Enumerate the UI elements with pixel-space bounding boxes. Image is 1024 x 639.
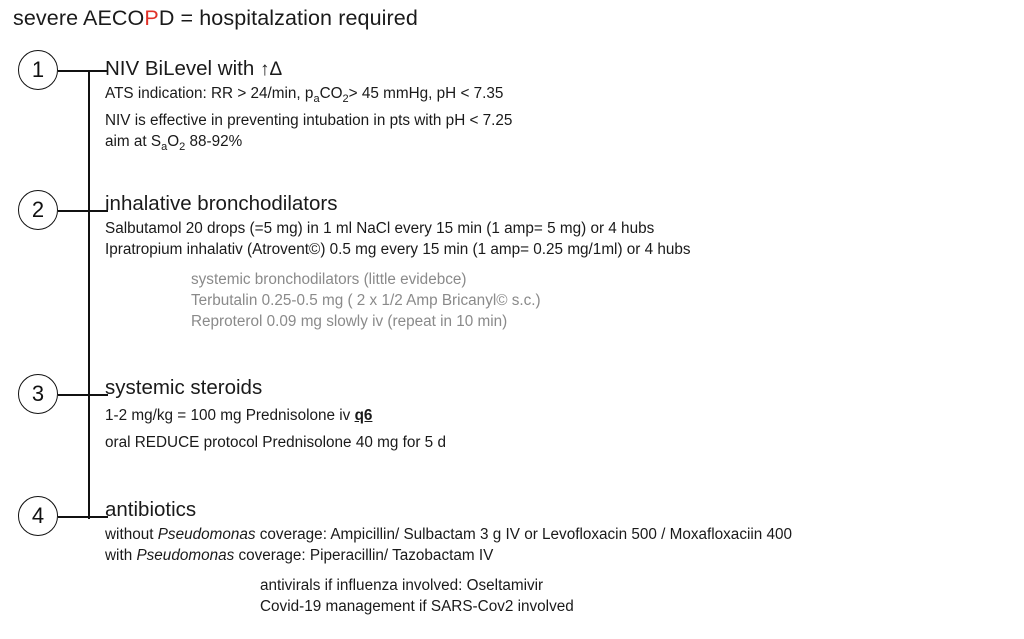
step-subnote-group-2 (191, 269, 691, 332)
step-connector-2 (58, 210, 108, 212)
step-detail-line: NIV is effective in preventing intubation in pts with pH < 7.25 (105, 112, 513, 130)
step-number-1: 1 (18, 50, 58, 90)
step-heading-1 (105, 57, 512, 81)
step-subnote-line: systemic bronchodilators (little evidebce) (191, 271, 467, 288)
step-subnote-line: Reproterol 0.09 mg slowly iv (repeat in 10 min) (191, 313, 508, 330)
step-connector-1 (58, 70, 108, 72)
page-title (13, 6, 418, 31)
step-marker-4 (18, 496, 60, 538)
step-detail-line: oral REDUCE protocol Prednisolone 40 mg for 5 d (105, 434, 446, 451)
step-detail-line: Ipratropium inhalativ (Atrovent©) 0.5 mg every 15 min (1 amp= 0.25 mg/1ml) or 4 hubs (105, 241, 691, 258)
step-block-3 (105, 376, 446, 456)
title-text-pre: severe AECO (13, 6, 145, 30)
step-number-3: 3 (18, 374, 58, 414)
step-detail-line: aim at $S_aO_2$ 88-92% (105, 133, 243, 154)
organism-name: Pseudomonas (157, 526, 256, 543)
step-subnote-line: Terbutalin 0.25-0.5 mg ( 2 x 1/2 Amp Bricanyl© s.c.) (191, 292, 541, 309)
up-arrow-delta-icon: ↑Δ (259, 59, 283, 80)
step-heading-3: systemic steroids (105, 376, 263, 399)
step-heading-text-1: NIV BiLevel with (105, 57, 260, 80)
step-connector-3 (58, 394, 108, 396)
step-heading-2: inhalative bronchodilators (105, 192, 338, 215)
step-detail-line: Salbutamol 20 drops (=5 mg) in 1 ml NaCl every 15 min (1 amp= 5 mg) or 4 hubs (105, 220, 655, 237)
title-text-accent: P (144, 6, 159, 30)
step-marker-3 (18, 374, 60, 416)
step-detail-line: 1-2 mg/kg = 100 mg Prednisolone iv q6 (105, 407, 373, 424)
timeline-spine (88, 70, 90, 519)
dose-frequency-emphasis: q6 (354, 407, 373, 424)
step-detail-line: without Pseudomonas coverage: Ampicillin/ Sulbactam 3 g IV or Levofloxacin 500 / Moxafloxaciin 400 (105, 526, 793, 543)
step-detail-line: with Pseudomonas coverage: Piperacillin/ Tazobactam IV (105, 547, 494, 564)
step-subnote-group-4 (260, 575, 792, 617)
step-subnote-line: antivirals if influenza involved: Oseltamivir (260, 577, 544, 594)
step-heading-4: antibiotics (105, 498, 197, 521)
step-block-2 (105, 192, 691, 332)
step-subnote-line: Covid-19 management if SARS-Cov2 involved (260, 598, 574, 615)
step-block-1 (105, 57, 512, 158)
step-connector-4 (58, 516, 108, 518)
step-number-2: 2 (18, 190, 58, 230)
step-detail-line: ATS indication: RR > 24/min, $p_aCO_2> 45$ mmHg, pH < 7.35 (105, 85, 504, 106)
organism-name: Pseudomonas (136, 547, 235, 564)
step-block-4 (105, 498, 792, 617)
title-text-post: D = hospitalzation required (158, 6, 418, 30)
step-number-4: 4 (18, 496, 58, 536)
step-marker-2 (18, 190, 60, 232)
step-marker-1 (18, 50, 60, 92)
